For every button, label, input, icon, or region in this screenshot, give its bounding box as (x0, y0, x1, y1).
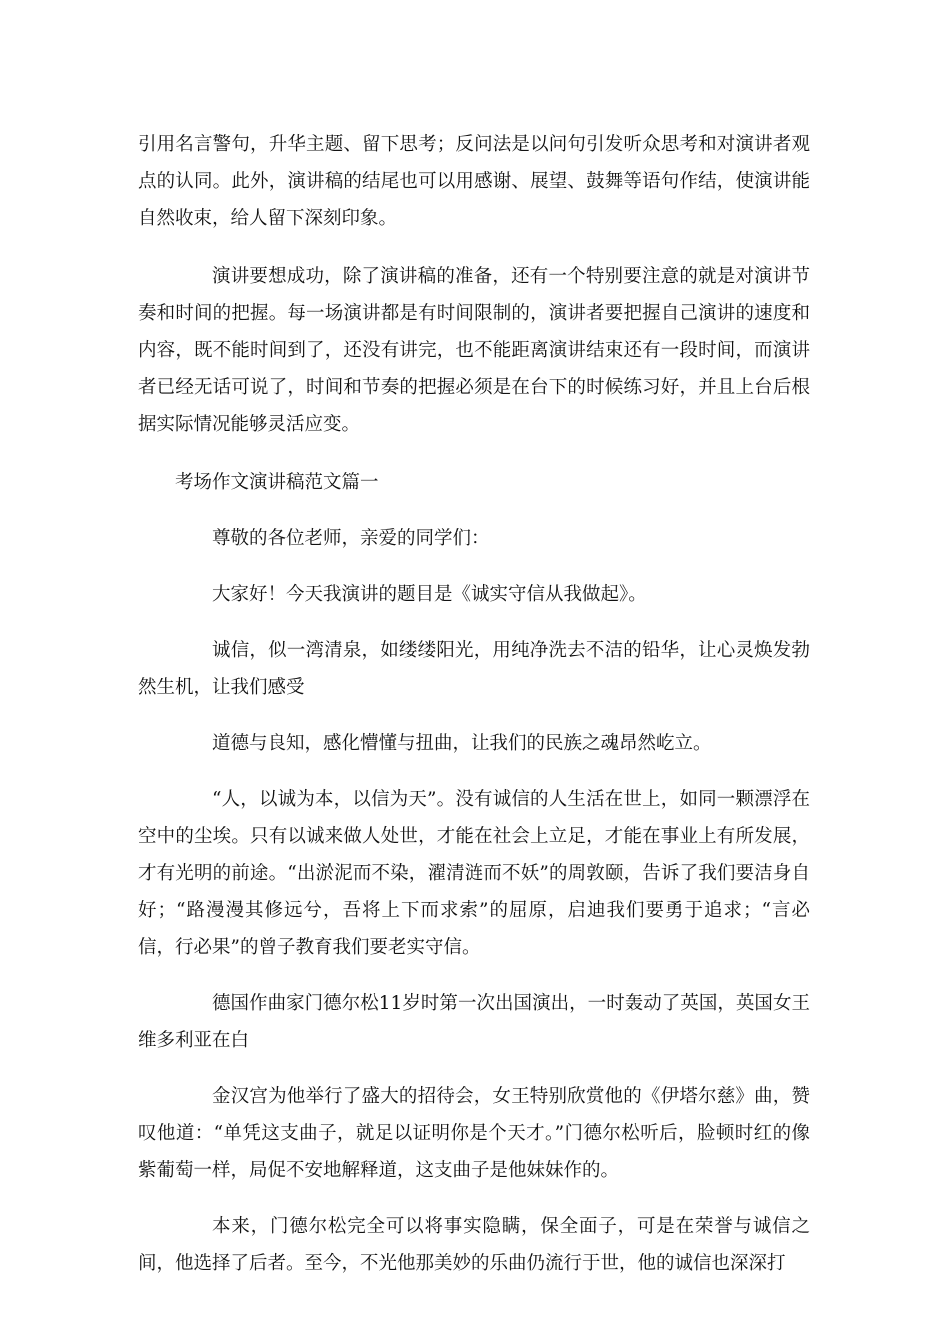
paragraph-mendelssohn-palace: 金汉宫为他举行了盛大的招待会，女王特别欣赏他的《伊塔尔慈》曲，赞叹他道：“单凭这支曲子，就足以证明你是个天才。”门德尔松听后，脸顿时红的像紫葡萄一样，局促不安地解释道，这支曲子是他妹妹作的。 (138, 1086, 810, 1181)
paragraph-salutation: 尊敬的各位老师，亲爱的同学们： (212, 528, 490, 549)
paragraph-morality: 道德与良知，感化懵懂与扭曲，让我们的民族之魂昂然屹立。 (212, 733, 712, 754)
paragraph-greeting: 大家好！今天我演讲的题目是《诚实守信从我做起》。 (212, 584, 647, 605)
paragraph-quotes: “人，以诚为本，以信为天”。没有诚信的人生活在世上，如同一颗漂浮在空中的尘埃。只有以诚来做人处世，才能在社会上立足，才能在事业上有所发展，才有光明的前途。“出淤泥而不染，濯清涟而不妖”的周敦颐，告诉了我们要洁身自好；“路漫漫其修远兮，吾将上下而求索”的屈原，启迪我们要勇于追求；“言必信，行必果”的曾子教育我们要老实守信。 (138, 789, 810, 958)
paragraph-rhythm-time: 演讲要想成功，除了演讲稿的准备，还有一个特别要注意的就是对演讲节奏和时间的把握。每一场演讲都是有时间限制的，演讲者要把握自己演讲的速度和内容，既不能时间到了，还没有讲完，也不能距离演讲结束还有一段时间，而演讲者已经无话可说了，时间和节奏的把握必须是在台下的时候练习好，并且上台后根据实际情况能够灵活应变。 (138, 266, 810, 435)
paragraph-mendelssohn-choice: 本来，门德尔松完全可以将事实隐瞒，保全面子，可是在荣誉与诚信之间，他选择了后者。至今，不光他那美妙的乐曲仍流行于世，他的诚信也深深打 (138, 1216, 810, 1274)
document-body (138, 126, 810, 1282)
paragraph-integrity-spring: 诚信，似一湾清泉，如缕缕阳光，用纯净洗去不洁的铅华，让心灵焕发勃然生机，让我们感受 (138, 640, 810, 698)
paragraph-speech-ending: 引用名言警句，升华主题、留下思考；反问法是以问句引发听众思考和对演讲者观点的认同。此外，演讲稿的结尾也可以用感谢、展望、鼓舞等语句作结，使演讲能自然收束，给人留下深刻印象。 (138, 134, 810, 229)
paragraph-mendelssohn-intro: 德国作曲家门德尔松11岁时第一次出国演出，一时轰动了英国，英国女王维多利亚在白 (138, 993, 810, 1051)
section-heading: 考场作文演讲稿范文篇一 (175, 472, 379, 493)
